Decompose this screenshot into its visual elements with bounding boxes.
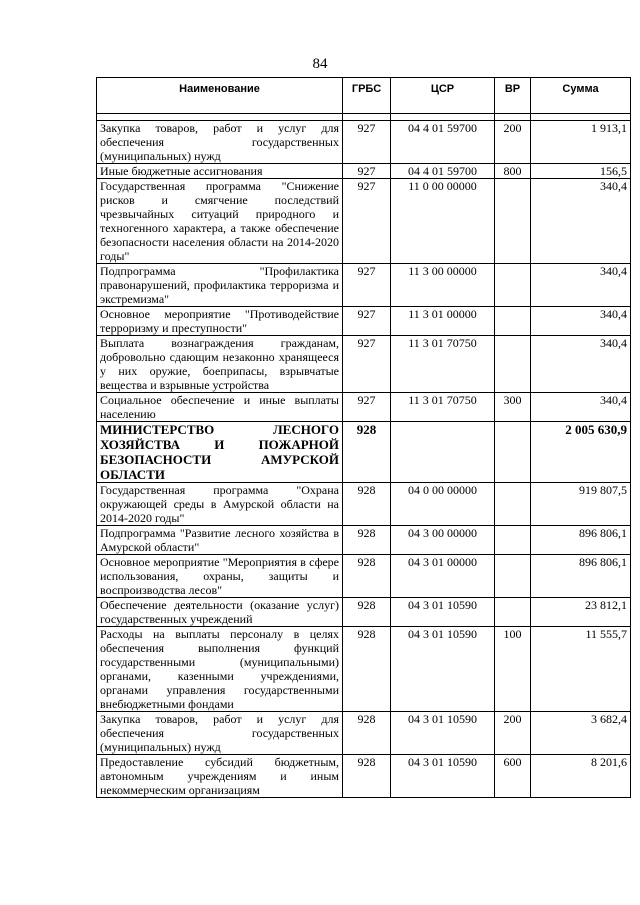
csr-cell: 04 3 01 10590 bbox=[391, 598, 495, 627]
grbs-cell: 928 bbox=[343, 483, 391, 526]
vr-cell: 100 bbox=[495, 627, 531, 712]
grbs-cell: 928 bbox=[343, 598, 391, 627]
grbs-cell: 927 bbox=[343, 307, 391, 336]
sum-cell: 8 201,6 bbox=[531, 755, 631, 798]
grbs-cell: 927 bbox=[343, 336, 391, 393]
sum-cell: 340,4 bbox=[531, 336, 631, 393]
grbs-cell: 928 bbox=[343, 526, 391, 555]
table-row bbox=[97, 121, 631, 164]
table-row bbox=[97, 555, 631, 598]
grbs-cell: 928 bbox=[343, 755, 391, 798]
table-row bbox=[97, 712, 631, 755]
table-row bbox=[97, 627, 631, 712]
csr-cell: 11 3 01 70750 bbox=[391, 393, 495, 422]
name-cell: Государственная программа "Снижение рисков и смягчение последствий чрезвычайных ситуаций природного и техногенного характера, а также обеспечение безопасности населения области на 2014-2020 годы" bbox=[97, 179, 343, 264]
sum-cell: 896 806,1 bbox=[531, 526, 631, 555]
vr-cell bbox=[495, 264, 531, 307]
table-row bbox=[97, 483, 631, 526]
sum-cell: 2 005 630,9 bbox=[531, 422, 631, 483]
grbs-cell: 927 bbox=[343, 121, 391, 164]
sum-cell: 11 555,7 bbox=[531, 627, 631, 712]
name-cell: Основное мероприятие "Противодействие терроризму и преступности" bbox=[97, 307, 343, 336]
header-grbs: ГРБС bbox=[343, 78, 391, 114]
vr-cell bbox=[495, 307, 531, 336]
sum-cell: 896 806,1 bbox=[531, 555, 631, 598]
sum-cell: 23 812,1 bbox=[531, 598, 631, 627]
table-row bbox=[97, 179, 631, 264]
name-cell: МИНИСТЕРСТВО ЛЕСНОГО ХОЗЯЙСТВА И ПОЖАРНОЙ БЕЗОПАСНОСТИ АМУРСКОЙ ОБЛАСТИ bbox=[97, 422, 343, 483]
grbs-cell: 928 bbox=[343, 712, 391, 755]
sum-cell: 1 913,1 bbox=[531, 121, 631, 164]
csr-cell: 04 3 01 10590 bbox=[391, 755, 495, 798]
sum-cell: 3 682,4 bbox=[531, 712, 631, 755]
grbs-cell: 928 bbox=[343, 422, 391, 483]
csr-cell bbox=[391, 422, 495, 483]
csr-cell: 04 4 01 59700 bbox=[391, 164, 495, 179]
vr-cell bbox=[495, 598, 531, 627]
sum-cell: 340,4 bbox=[531, 179, 631, 264]
name-cell: Закупка товаров, работ и услуг для обеспечения государственных (муниципальных) нужд bbox=[97, 121, 343, 164]
table-row bbox=[97, 598, 631, 627]
header-vr: ВР bbox=[495, 78, 531, 114]
csr-cell: 11 3 01 00000 bbox=[391, 307, 495, 336]
sum-cell: 156,5 bbox=[531, 164, 631, 179]
name-cell: Подпрограмма "Развитие лесного хозяйства в Амурской области" bbox=[97, 526, 343, 555]
table-header bbox=[97, 78, 631, 114]
table-row bbox=[97, 264, 631, 307]
grbs-cell: 928 bbox=[343, 555, 391, 598]
name-cell: Государственная программа "Охрана окружающей среды в Амурской области на 2014-2020 годы" bbox=[97, 483, 343, 526]
vr-cell bbox=[495, 555, 531, 598]
vr-cell bbox=[495, 483, 531, 526]
table-row bbox=[97, 336, 631, 393]
name-cell: Обеспечение деятельности (оказание услуг) государственных учреждений bbox=[97, 598, 343, 627]
name-cell: Подпрограмма "Профилактика правонарушений, профилактика терроризма и экстремизма" bbox=[97, 264, 343, 307]
table-row bbox=[97, 164, 631, 179]
vr-cell: 300 bbox=[495, 393, 531, 422]
csr-cell: 04 4 01 59700 bbox=[391, 121, 495, 164]
budget-table bbox=[96, 77, 631, 798]
vr-cell bbox=[495, 526, 531, 555]
table-row bbox=[97, 755, 631, 798]
vr-cell: 200 bbox=[495, 712, 531, 755]
csr-cell: 11 0 00 00000 bbox=[391, 179, 495, 264]
name-cell: Расходы на выплаты персоналу в целях обеспечения выполнения функций государственными (муниципальными) органами, казенными учреждениями, органами управления государственными внебюджетными фондами bbox=[97, 627, 343, 712]
vr-cell: 200 bbox=[495, 121, 531, 164]
name-cell: Основное мероприятие "Мероприятия в сфере использования, охраны, защиты и воспроизводства лесов" bbox=[97, 555, 343, 598]
csr-cell: 11 3 01 70750 bbox=[391, 336, 495, 393]
name-cell: Закупка товаров, работ и услуг для обеспечения государственных (муниципальных) нужд bbox=[97, 712, 343, 755]
sum-cell: 919 807,5 bbox=[531, 483, 631, 526]
vr-cell: 800 bbox=[495, 164, 531, 179]
sum-cell: 340,4 bbox=[531, 264, 631, 307]
sum-cell: 340,4 bbox=[531, 307, 631, 336]
grbs-cell: 927 bbox=[343, 264, 391, 307]
name-cell: Выплата вознаграждения гражданам, добровольно сдающим незаконно хранящееся у них оружие, боеприпасы, взрывчатые вещества и взрывные устройства bbox=[97, 336, 343, 393]
csr-cell: 04 0 00 00000 bbox=[391, 483, 495, 526]
vr-cell bbox=[495, 336, 531, 393]
sum-cell: 340,4 bbox=[531, 393, 631, 422]
vr-cell bbox=[495, 179, 531, 264]
header-csr: ЦСР bbox=[391, 78, 495, 114]
csr-cell: 04 3 01 00000 bbox=[391, 555, 495, 598]
csr-cell: 04 3 01 10590 bbox=[391, 712, 495, 755]
table-row bbox=[97, 526, 631, 555]
grbs-cell: 927 bbox=[343, 164, 391, 179]
name-cell: Социальное обеспечение и иные выплаты населению bbox=[97, 393, 343, 422]
vr-cell bbox=[495, 422, 531, 483]
name-cell: Иные бюджетные ассигнования bbox=[97, 164, 343, 179]
table-body bbox=[97, 114, 631, 798]
name-cell: Предоставление субсидий бюджетным, автономным учреждениям и иным некоммерческим организациям bbox=[97, 755, 343, 798]
grbs-cell: 928 bbox=[343, 627, 391, 712]
header-sum: Сумма bbox=[531, 78, 631, 114]
vr-cell: 600 bbox=[495, 755, 531, 798]
csr-cell: 04 3 01 10590 bbox=[391, 627, 495, 712]
header-spacer-row bbox=[97, 114, 631, 121]
csr-cell: 04 3 00 00000 bbox=[391, 526, 495, 555]
table-row bbox=[97, 393, 631, 422]
grbs-cell: 927 bbox=[343, 179, 391, 264]
header-name: Наименование bbox=[97, 78, 343, 114]
grbs-cell: 927 bbox=[343, 393, 391, 422]
page-number: 84 bbox=[312, 56, 328, 72]
csr-cell: 11 3 00 00000 bbox=[391, 264, 495, 307]
table-row bbox=[97, 307, 631, 336]
ministry-row bbox=[97, 422, 631, 483]
